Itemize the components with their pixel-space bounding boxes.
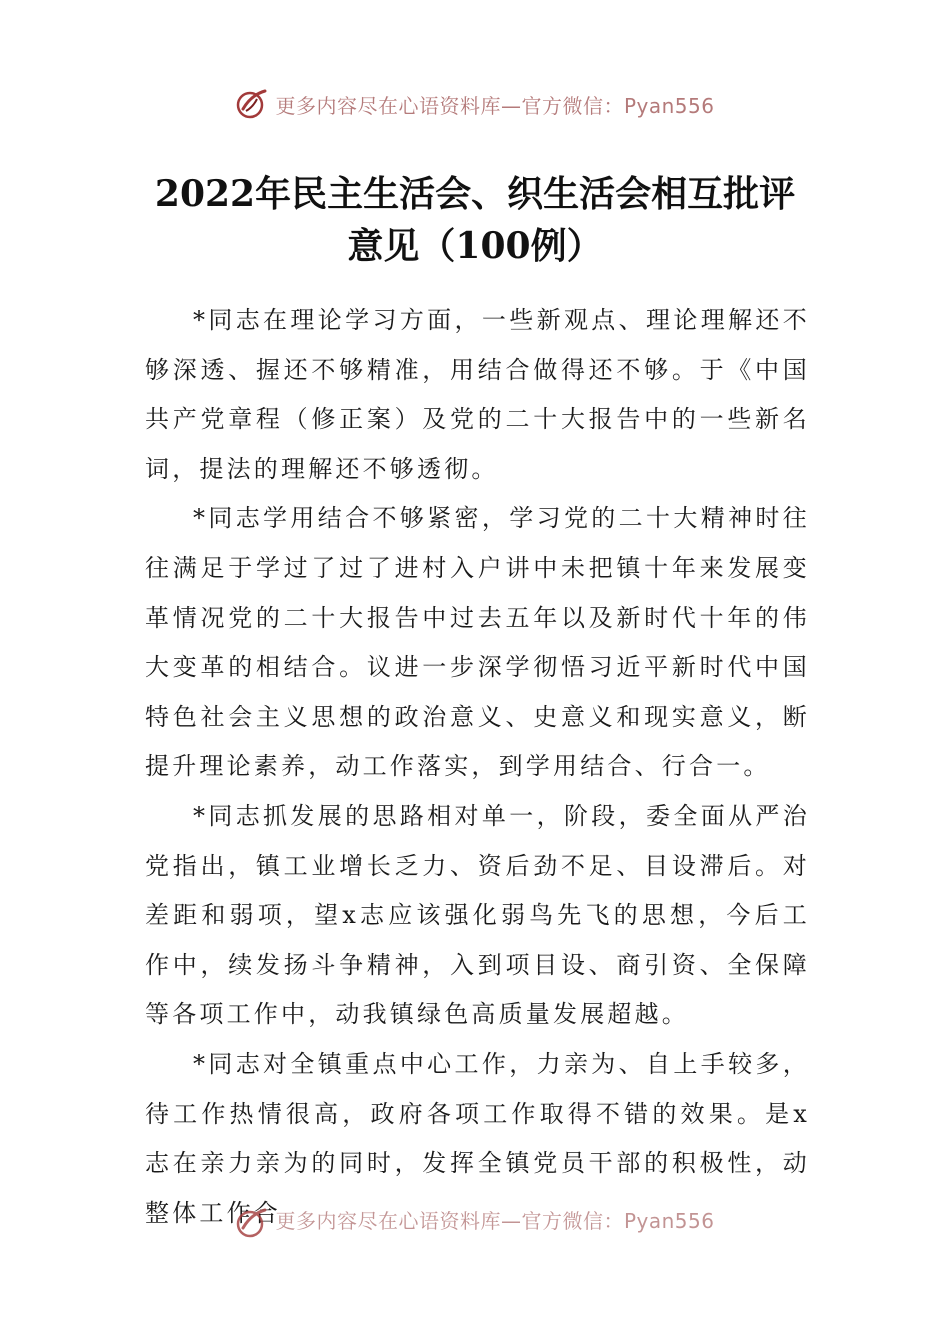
watermark-text: 更多内容尽在心语资料库—官方微信：Pyan556 <box>275 93 715 118</box>
page-title: 2022年民主生活会、织生活会相互批评意见（100例） <box>154 173 796 267</box>
paragraph: *同志抓发展的思路相对单一，阶段，委全面从严治党指出，镇工业增长乏力、资后劲不足、目设滞后。对差距和弱项，望x志应该强化弱鸟先飞的思想，今后工作中，续发扬斗争精神，入到项目设、商引资、全保障等各项工作中，动我镇绿色高质量发展超越。 <box>145 801 810 1029</box>
paragraph: *同志对全镇重点中心工作，力亲为、自上手较多，待工作热情很高，政府各项工作取得不错的效果。是x志在亲力亲为的同时，发挥全镇党员干部的积极性，动整体工作合 <box>145 1049 810 1227</box>
paragraph: *同志学用结合不够紧密，学习党的二十大精神时往往满足于学过了过了进村入户讲中未把镇十年来发展变革情况党的二十大报告中过去五年以及新时代十年的伟大变革的相结合。议进一步深学彻悟习近平新时代中国特色社会主义思想的政治意义、史意义和现实意义，断提升理论素养，动工作落实，到学用结合、行合一。 <box>145 504 810 781</box>
footer-watermark <box>0 1205 950 1241</box>
header-watermark <box>0 84 950 124</box>
document-body <box>145 296 810 1238</box>
logo-icon <box>235 1206 269 1240</box>
watermark-text: 更多内容尽在心语资料库—官方微信：Pyan556 <box>275 1208 715 1233</box>
paragraph: *同志在理论学习方面，一些新观点、理论理解还不够深透、握还不够精准，用结合做得还不够。于《中国共产党章程（修正案）及党的二十大报告中的一些新名词，提法的理解还不够透彻。 <box>145 306 810 483</box>
logo-icon <box>235 87 269 121</box>
